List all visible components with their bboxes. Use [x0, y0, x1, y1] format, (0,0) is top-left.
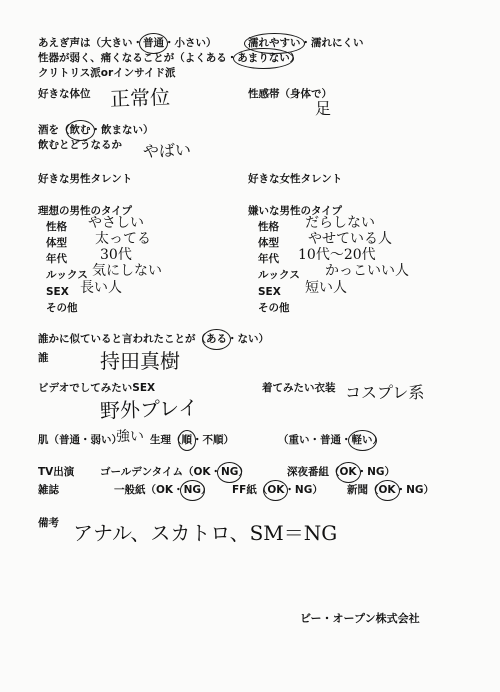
tv-latenight-label: 深夜番組: [287, 466, 329, 478]
pain-options: [174, 52, 300, 65]
magazine-ff-question: [232, 484, 323, 497]
separator: [80, 434, 91, 447]
ideal-other-label: その他: [46, 302, 78, 314]
disliked-row-answer: だらしない: [305, 215, 375, 231]
female-talent-label: 好きな女性タレント: [248, 173, 343, 185]
period-question: [150, 434, 234, 447]
resemble-option-yes: （ ある: [206, 333, 227, 345]
costume-question: [262, 382, 336, 395]
disliked-other-label: その他: [258, 302, 290, 314]
wetness-option-easy: 濡れやすい: [248, 37, 301, 49]
drink-option-no: 飲まない: [101, 124, 143, 136]
zone-label: 性感帯（身体で）: [248, 88, 332, 100]
skin-options: [49, 434, 123, 447]
who-answer: 持田真樹: [100, 349, 180, 373]
separator: [310, 434, 321, 447]
magazine-newspaper-question: [347, 484, 434, 497]
ideal-row-answer: 太ってる: [95, 231, 151, 247]
notes-label: 備考: [38, 517, 59, 529]
drink-options: [59, 124, 154, 137]
who-question: [38, 352, 49, 365]
resemble-label: 誰かに似ていると言われたことが: [38, 333, 196, 345]
flow-question: [278, 434, 383, 447]
zone-answer: 足: [315, 99, 332, 118]
skin-question: [38, 434, 122, 447]
ideal-row-answer: やさしい: [88, 215, 144, 231]
period-option-irregular: 不順: [202, 434, 224, 446]
disliked-row-answer: 10代〜20代: [298, 247, 376, 263]
flow-options: [278, 434, 383, 447]
who-label: 誰: [38, 352, 49, 364]
skin-label: 肌: [38, 434, 49, 446]
drunk-question: [38, 139, 122, 152]
ideal-row-label: 体型: [46, 237, 67, 249]
position-answer: 正常位: [109, 84, 171, 111]
skin-option-weak: 弱い: [90, 434, 112, 446]
drink-question: [38, 124, 154, 137]
voice-option-normal: 普通: [143, 37, 164, 49]
magazine-ff-option-ok: （ OK: [267, 484, 285, 496]
magazine-general-question: [114, 484, 211, 497]
ideal-row-answer: 30代: [100, 247, 132, 263]
ideal-row-label: 性格: [46, 221, 67, 233]
flow-option-heavy: （ 重い: [288, 434, 310, 446]
pain-option-often: （ よくある: [184, 52, 227, 64]
disliked-type-title-text: 嫌いな男性のタイプ: [248, 205, 342, 217]
disliked-row-answer: 短い人: [305, 280, 347, 296]
magazine-label: 雑誌: [38, 484, 59, 496]
disliked-row-label: ルックス: [258, 269, 300, 281]
notes-answer: アナル、スカトロ、SM＝NG: [73, 521, 338, 545]
magazine-newspaper-option-ok: （ OK: [378, 484, 396, 496]
drunk-answer: やばい: [142, 140, 192, 161]
tv-golden-option-ng: NG: [221, 466, 239, 478]
drink-option-yes: （ 飲む: [69, 124, 91, 136]
disliked-row-label: 年代: [258, 253, 279, 265]
clit-question: [38, 67, 175, 80]
period-option-regular: （ 順: [181, 434, 192, 446]
tv-latenight-options: [329, 466, 395, 479]
disliked-row-answer: かっこいい人: [325, 263, 409, 279]
period-label: 生理: [150, 434, 171, 446]
tv-golden-options: [183, 466, 249, 479]
voice-label: あえぎ声は: [38, 37, 91, 49]
male-talent-question: [38, 173, 132, 186]
skin-answer: 強い: [116, 429, 144, 445]
pain-option-rarely: あまりない: [237, 52, 290, 64]
disliked-row-label: 性格: [258, 221, 279, 233]
magazine-general-option-ok: （ OK: [156, 484, 174, 496]
position-label: 好きな体位: [38, 88, 91, 100]
video-label: ビデオでしてみたいSEX: [38, 382, 156, 394]
magazine-newspaper-options: [368, 484, 434, 497]
flow-option-light: 軽い: [351, 434, 373, 446]
resemble-options: [196, 333, 270, 346]
clit-label: クリトリス派orインサイド派: [38, 67, 176, 79]
tv-golden-question: [100, 466, 249, 479]
magazine-ff-options: [257, 484, 323, 497]
voice-option-loud: （ 大きい: [101, 37, 133, 49]
voice-options: [91, 37, 217, 50]
pain-label: 性器が弱く、痛くなることが: [38, 52, 175, 64]
tv-latenight-option-ng: NG: [367, 466, 385, 478]
pain-question: [38, 52, 300, 65]
flow-option-normal: 普通: [320, 434, 341, 446]
position-question: [38, 88, 91, 101]
company-name: ビー・オープン株式会社: [300, 612, 420, 625]
ideal-row-label: SEX: [46, 286, 69, 298]
magazine-ff-label: FF紙: [232, 484, 257, 496]
ideal-row-answer: 長い人: [80, 280, 122, 296]
magazine-general-label: 一般紙: [114, 484, 146, 496]
resemble-option-no: ない: [237, 333, 259, 345]
voice-question: [38, 37, 217, 50]
drunk-label: 飲むとどうなるか: [38, 139, 122, 151]
resemble-question: [38, 333, 269, 346]
magazine-newspaper-label: 新聞: [347, 484, 368, 496]
disliked-row-answer: やせている人: [308, 231, 392, 247]
magazine-ff-option-ng: NG: [294, 484, 313, 496]
ideal-type-title-text: 理想の男性のタイプ: [38, 205, 132, 217]
wetness-option-hard: 濡れにくい: [311, 37, 364, 49]
disliked-row-label: 体型: [258, 237, 279, 249]
tv-label: TV出演: [38, 466, 75, 478]
costume-answer: コスプレ系: [345, 383, 425, 402]
disliked-row-label: SEX: [258, 286, 281, 298]
tv-golden-option-ok: （ OK: [193, 466, 211, 478]
tv-latenight-option-ok: （ OK: [339, 466, 357, 478]
ideal-row-label: 年代: [46, 253, 67, 265]
tv-golden-label: ゴールデンタイム: [100, 466, 183, 478]
costume-label: 着てみたい衣装: [262, 382, 336, 394]
magazine-general-option-ng: NG: [183, 484, 201, 496]
video-question: [38, 382, 155, 395]
skin-option-normal: （ 普通: [59, 434, 80, 446]
video-answer: 野外プレイ: [99, 395, 199, 423]
ideal-row-answer: 気にしない: [92, 263, 162, 279]
male-talent-label: 好きな男性タレント: [38, 173, 133, 185]
period-options: [171, 434, 234, 447]
tv-latenight-question: [287, 466, 395, 479]
drink-label: 酒を: [38, 124, 59, 136]
magazine-newspaper-option-ng: NG: [406, 484, 424, 496]
female-talent-question: [248, 173, 342, 186]
magazine-general-options: [146, 484, 212, 497]
voice-option-quiet: 小さい: [174, 37, 206, 49]
ideal-row-label: ルックス: [46, 269, 88, 281]
